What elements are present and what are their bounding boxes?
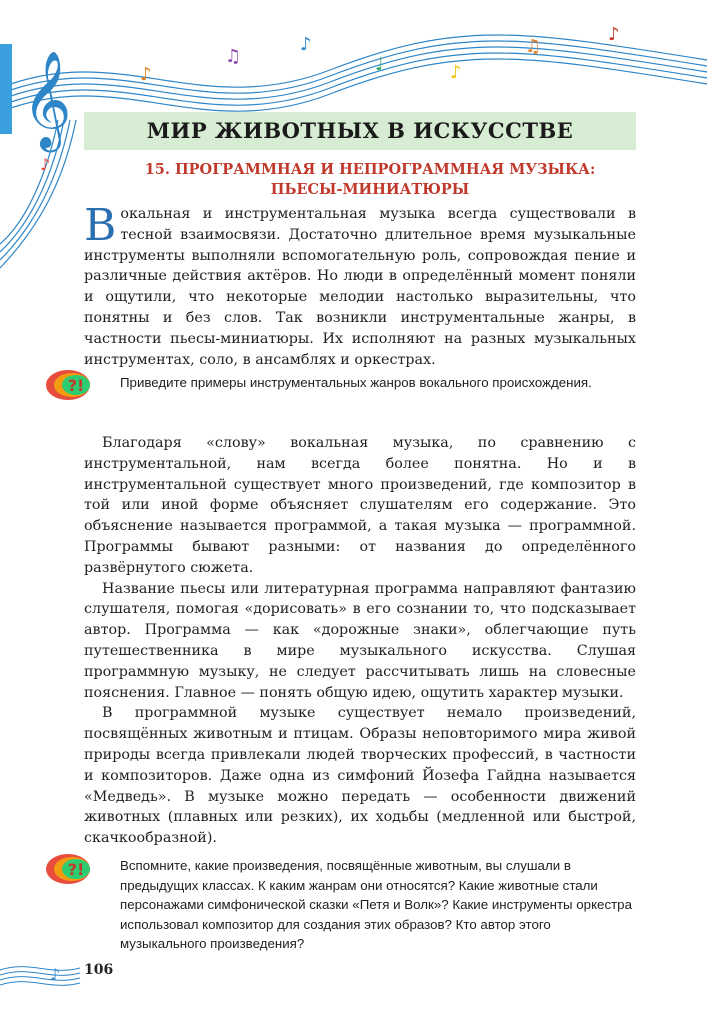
paragraph: Благодаря «слову» вокальная музыка, по сравнению с инструментальной, нам всегда более понятна. Но и в инструментальной существует много произведений, где композитор в той или иной форме объясняет слушателям его содержание. Это объяснение называется программой, а такая музыка — программной. Программы бывают разными: от названия до определённого развёрнутого сюжета. <box>84 435 636 576</box>
section-title: МИР ЖИВОТНЫХ В ИСКУССТВЕ <box>146 118 574 143</box>
footer-staff-decoration <box>0 940 140 1000</box>
svg-text:?!: ?! <box>67 860 85 879</box>
svg-text:♪: ♪ <box>608 24 620 45</box>
svg-text:?!: ?! <box>67 376 85 395</box>
svg-text:♪: ♪ <box>140 64 152 85</box>
intro-paragraph <box>84 200 636 370</box>
svg-text:♪: ♪ <box>450 62 462 83</box>
svg-text:♪: ♪ <box>300 34 312 55</box>
body-text <box>84 433 636 849</box>
drop-cap: В <box>84 200 117 251</box>
music-note-icon: ♪ <box>50 965 61 984</box>
question-exclamation-icon <box>44 852 108 886</box>
intro-text: окальная и инструментальная музыка всегда существовали в тесной взаимосвязи. Достаточно длительное время музыкальные инструменты выполняли вспомогательную роль, сопровождая пение и различные действия актёров. Но люди в определённый момент поняли и ощутили, что некоторые мелодии настолько выразительны, что понятны и без слов. Так возникли инструментальные жанры, в частности пьесы-миниатюры. Их исполняют на разных музыкальных инструментах, соло, в ансамблях и оркестрах. <box>84 206 636 368</box>
lesson-title-line2: ПЬЕСЫ-МИНИАТЮРЫ <box>270 181 470 198</box>
svg-text:♩: ♩ <box>375 54 384 75</box>
paragraph: Название пьесы или литературная программа направляют фантазию слушателя, помогая «дорисовать» в его сознании то, что подсказывает автор. Программа — как «дорожные знаки», облегчающие путь путешественника в мире музыкального искусства. Слушая программную музыку, не следует рассчитывать лишь на словесные пояснения. Главное — понять общую идею, ощутить характер музыки. <box>84 580 636 701</box>
svg-text:♫: ♫ <box>525 36 542 57</box>
svg-text:♪: ♪ <box>40 155 51 174</box>
page-number: 106 <box>84 962 114 978</box>
left-accent-bar <box>0 44 12 134</box>
question-2: Вспомните, какие произведения, посвящённые животным, вы слушали в предыдущих классах. К каким жанрам они относятся? Какие животные стали персонажами симфонической сказки «Петя и Волк»? Какие инструменты оркестра использовал композитор для создания этих образов? Кто автор этого музыкального произведения? <box>120 858 632 952</box>
question-1: Приведите примеры инструментальных жанров вокального происхождения. <box>120 375 592 390</box>
question-exclamation-icon <box>44 368 108 402</box>
lesson-title-line1: 15. ПРОГРАММНАЯ И НЕПРОГРАММНАЯ МУЗЫКА: <box>144 161 596 178</box>
treble-clef-icon: 𝄞 <box>22 50 72 148</box>
paragraph: В программной музыке существует немало произведений, посвящённых животным и птицам. Образы неповторимого мира живой природы всегда привлекали людей творческих профессий, в частности и композиторов. Даже одна из симфоний Йозефа Гайдна называется «Медведь». В музыке можно передать — особенности движений животных (плавных или резких), их ходьбы (медленной или быстрой, скачкообразной). <box>84 705 636 847</box>
svg-text:♫: ♫ <box>225 46 242 67</box>
